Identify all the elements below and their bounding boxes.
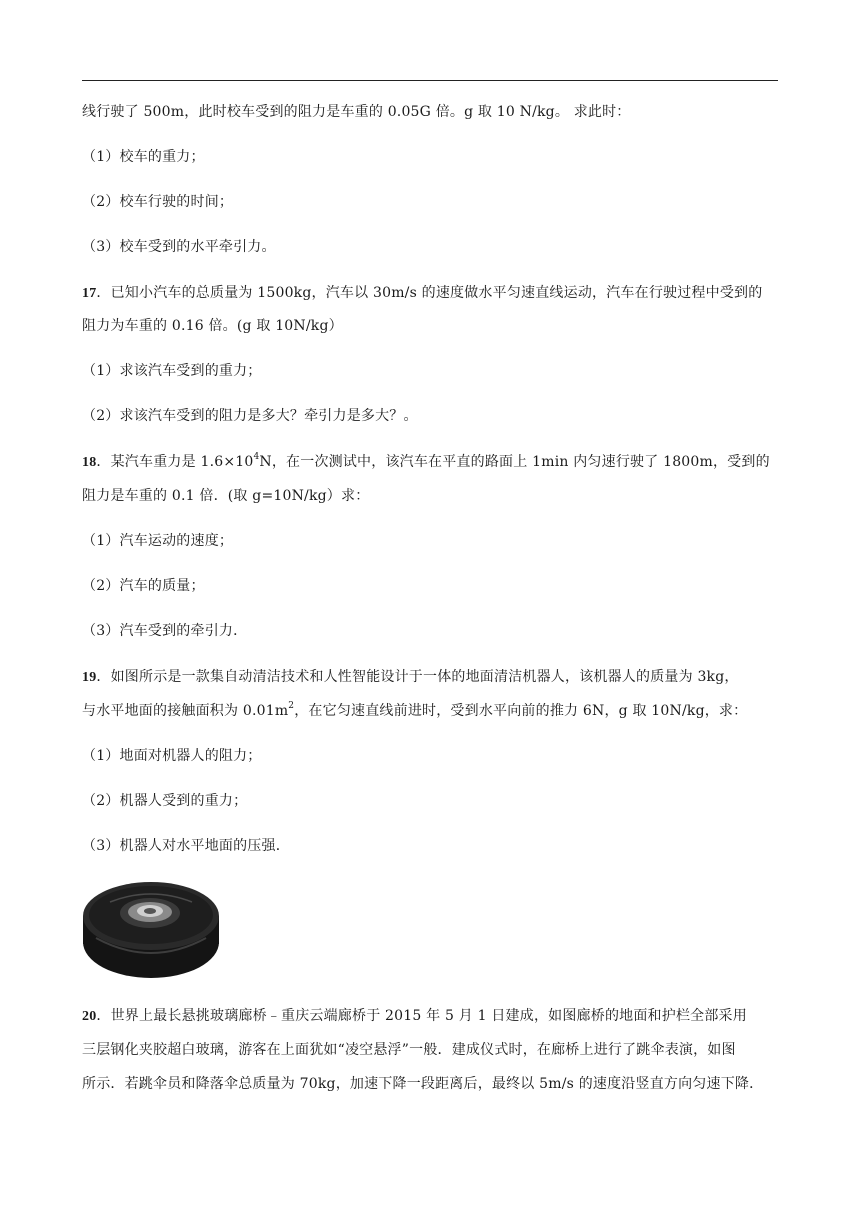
question-number: 17 bbox=[82, 286, 97, 301]
question-number: 20 bbox=[82, 1009, 97, 1024]
exponent: 2 bbox=[288, 701, 295, 712]
sub-question-3: （3）汽车受到的牵引力． bbox=[82, 623, 248, 639]
question-20-line-3: 所示．若跳伞员和降落伞总质量为 70kg，加速下降一段距离后，最终以 5m/s 的速度沿竖直方向匀速下降． bbox=[82, 1076, 764, 1092]
sub-question-1: （1）地面对机器人的阻力； bbox=[82, 748, 262, 764]
sub-question-1: （1）校车的重力； bbox=[82, 149, 205, 165]
question-17-line-1: 17．已知小汽车的总质量为 1500kg，汽车以 30m/s 的速度做水平匀速直线运动，汽车在行驶过程中受到的 bbox=[82, 285, 763, 301]
sub-question-2: （2）汽车的质量； bbox=[82, 578, 205, 594]
sub-question-1: （1）求该汽车受到的重力； bbox=[82, 363, 262, 379]
sub-question-2: （2）校车行驶的时间； bbox=[82, 194, 234, 210]
question-18-line-2: 阻力是车重的 0.1 倍．(取 g=10N/kg）求： bbox=[82, 488, 370, 504]
sub-question-2: （2）求该汽车受到的阻力是多大？牵引力是多大？。 bbox=[82, 408, 418, 424]
question-20-line-2: 三层钢化夹胶超白玻璃，游客在上面犹如“凌空悬浮”一般．建成仪式时，在廊桥上进行了跳伞表演，如图 bbox=[82, 1042, 736, 1058]
robot-vacuum-image bbox=[80, 868, 222, 982]
sub-question-2: （2）机器人受到的重力； bbox=[82, 793, 248, 809]
question-number: 19 bbox=[82, 670, 97, 685]
problem-line: 线行驶了 500m，此时校车受到的阻力是车重的 0.05G 倍。g 取 10 N/kg。 求此时： bbox=[82, 104, 631, 120]
question-18-line-1: 18．某汽车重力是 $1.6\times 10^4N$，在一次测试中，该汽车在平直的路面上 1min 内匀速行驶了 1800m，受到的 bbox=[82, 452, 770, 470]
sub-question-3: （3）校车受到的水平牵引力。 bbox=[82, 239, 276, 255]
question-19-line-2: 与水平地面的接触面积为 $0.01m^2$，在它匀速直线前进时，受到水平向前的推力 6N，g 取 10N/kg，求： bbox=[82, 701, 748, 719]
exponent: 4 bbox=[253, 452, 260, 463]
question-19-line-1: 19．如图所示是一款集自动清洁技术和人性智能设计于一体的地面清洁机器人，该机器人的质量为 3kg， bbox=[82, 669, 739, 685]
question-17-line-2: 阻力为车重的 0.16 倍。(g 取 10N/kg） bbox=[82, 318, 343, 334]
sub-question-3: （3）机器人对水平地面的压强． bbox=[82, 838, 290, 854]
sub-question-1: （1）汽车运动的速度； bbox=[82, 533, 234, 549]
question-number: 18 bbox=[82, 455, 97, 470]
question-20-line-1: 20．世界上最长悬挑玻璃廊桥﹣重庆云端廊桥于 2015 年 5 月 1 日建成，如图廊桥的地面和护栏全部采用 bbox=[82, 1008, 747, 1024]
header-rule bbox=[82, 80, 778, 81]
